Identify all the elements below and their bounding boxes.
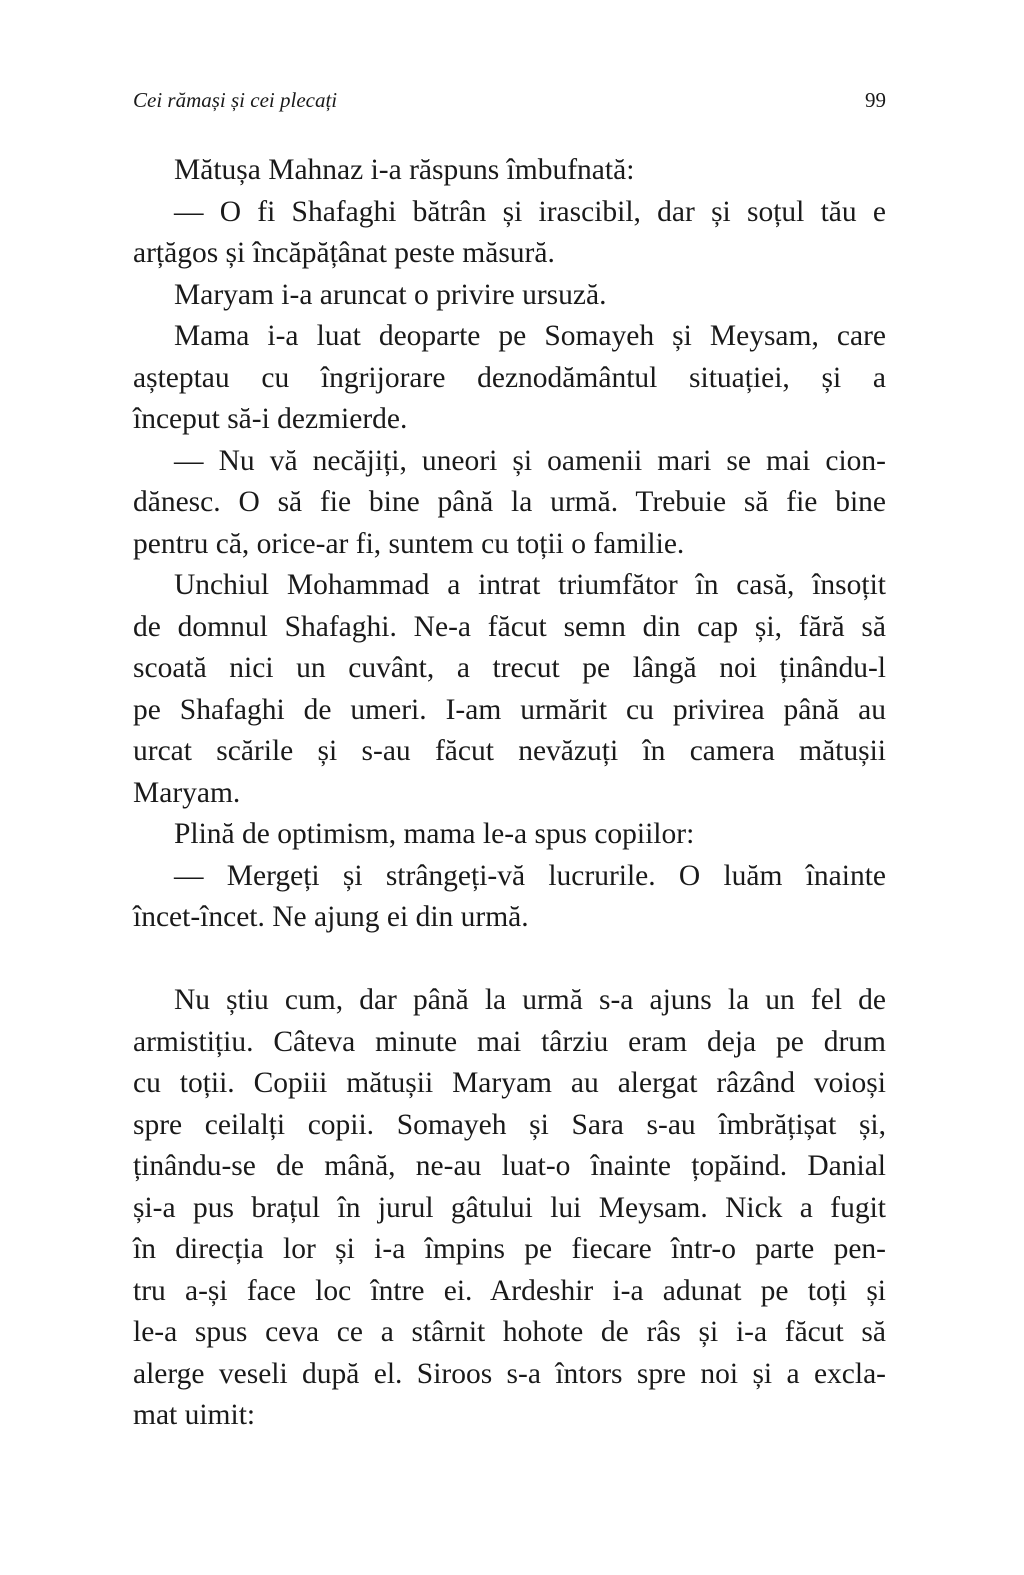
text-line: mat uimit: (133, 1399, 256, 1431)
text-line: și-a pus brațul în jurul gâtului lui Meysam. Nick a fugit (133, 1191, 886, 1224)
text-line: armistițiu. Câteva minute mai târziu eram deja pe drum (133, 1025, 886, 1058)
text-line: spre ceilalți copii. Somayeh și Sara s-au îmbrățișat și, (133, 1108, 886, 1141)
text-line: — O fi Shafaghi bătrân și irascibil, dar și soțul tău e (174, 195, 886, 228)
text-line: Unchiul Mohammad a intrat triumfător în casă, însoțit (174, 569, 886, 601)
text-line: scoată nici un cuvânt, a trecut pe lângă noi ținându-l (133, 652, 886, 684)
text-line: le-a spus ceva ce a stârnit hohote de râs și i-a făcut să (133, 1316, 886, 1348)
text-line: ținându-se de mână, ne-au luat-o înainte țopăind. Danial (133, 1150, 886, 1182)
text-line: așteptau cu îngrijorare deznodământul situației, și a (133, 361, 886, 394)
section-break (133, 939, 886, 981)
running-title: Cei rămași și cei plecați (133, 88, 338, 112)
text-line: Maryam. (133, 776, 241, 809)
text-line: Plină de optimism, mama le-a spus copiilor: (174, 818, 695, 850)
text-line: cu toții. Copiii mătușii Maryam au alergat râzând voioși (133, 1067, 886, 1099)
page-number: 99 (865, 88, 886, 112)
text-line: Mătușa Mahnaz i-a răspuns îmbufnată: (174, 154, 635, 186)
text-line: în direcția lor și i-a împins pe fiecare într-o parte pen- (133, 1233, 886, 1265)
text-line: început să-i dezmierde. (133, 403, 408, 435)
text-line: dănesc. O să fie bine până la urmă. Trebuie să fie bine (133, 486, 886, 518)
text-line: arțăgos și încăpățânat peste măsură. (133, 237, 555, 269)
text-line: încet-încet. Ne ajung ei din urmă. (133, 901, 529, 933)
text-line: pe Shafaghi de umeri. I-am urmărit cu privirea până au (133, 693, 886, 726)
text-line: tru a-și face loc între ei. Ardeshir i-a adunat pe toți și (133, 1274, 886, 1307)
body-text (133, 150, 886, 1437)
text-line: Nu știu cum, dar până la urmă s-a ajuns la un fel de (174, 984, 886, 1016)
text-line: pentru că, orice-ar fi, suntem cu toții o familie. (133, 527, 685, 560)
text-line: de domnul Shafaghi. Ne-a făcut semn din cap și, fără să (133, 610, 886, 643)
text-line: — Mergeți și strângeți-vă lucrurile. O luăm înainte (174, 859, 886, 892)
running-header (133, 88, 886, 120)
text-line: Maryam i-a aruncat o privire ursuză. (174, 278, 607, 311)
text-line: urcat scările și s-au făcut nevăzuți în camera mătușii (133, 735, 886, 767)
text-line: Mama i-a luat deoparte pe Somayeh și Meysam, care (174, 320, 886, 352)
text-line: — Nu vă necăjiți, uneori și oamenii mari se mai cion- (174, 444, 886, 477)
text-line: alerge veseli după el. Siroos s-a întors spre noi și a excla- (133, 1357, 886, 1390)
